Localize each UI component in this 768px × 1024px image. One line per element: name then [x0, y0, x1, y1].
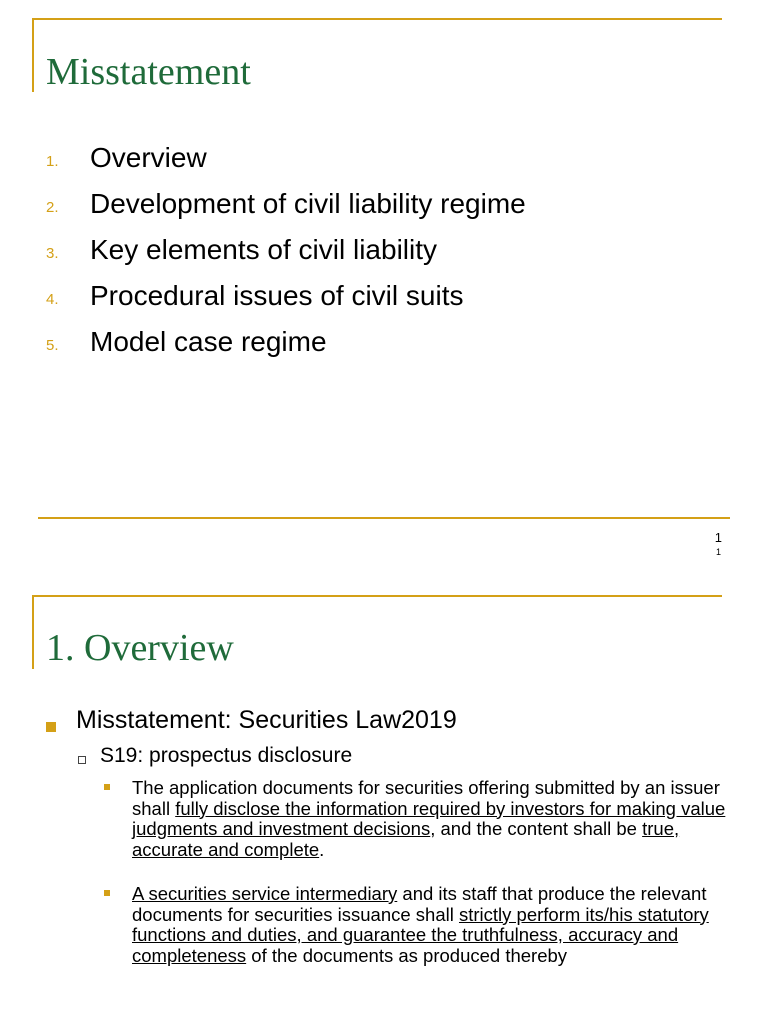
page-number: 1	[714, 530, 722, 545]
item-text: Key elements of civil liability	[90, 234, 438, 265]
item-number: 1.	[46, 153, 59, 170]
slide1-title: Misstatement	[46, 51, 251, 93]
bullet-text: Misstatement: Securities Law2019	[76, 706, 457, 734]
small-square-bullet-icon	[104, 784, 110, 790]
item-text: Model case regime	[90, 326, 327, 357]
slide2-frame-left	[32, 595, 34, 669]
point2-text: A securities service intermediary and its staff that produce the relevant documents for securities issuance shall strictly perform its/his statutory functions and duties, and guarantee the truthfulness, accuracy and completeness of the documents as produced thereby	[132, 883, 709, 966]
sub-bullet-text: S19: prospectus disclosure	[100, 744, 353, 767]
square-bullet-icon	[46, 722, 56, 732]
small-square-bullet-icon	[104, 890, 110, 896]
item-text: Development of civil liability regime	[90, 188, 526, 219]
item-number: 5.	[46, 337, 59, 354]
item-text: Procedural issues of civil suits	[90, 280, 464, 311]
point1-text: The application documents for securities offering submitted by an issuer shall fully disclose the information required by investors for making value judgments and investment decisions, and the content shall be true, accurate and complete.	[132, 777, 726, 860]
page-number-small: 1	[715, 547, 721, 557]
item-text: Overview	[90, 142, 207, 173]
slide2-frame-top	[32, 595, 722, 597]
slide2-title: 1. Overview	[46, 627, 234, 669]
slide1-frame-top	[32, 18, 722, 20]
item-number: 4.	[46, 291, 59, 308]
slide1-footer-line	[38, 517, 730, 519]
hollow-square-bullet-icon	[78, 756, 86, 764]
item-number: 2.	[46, 199, 59, 216]
item-number: 3.	[46, 245, 59, 262]
slide1-frame-left	[32, 18, 34, 92]
